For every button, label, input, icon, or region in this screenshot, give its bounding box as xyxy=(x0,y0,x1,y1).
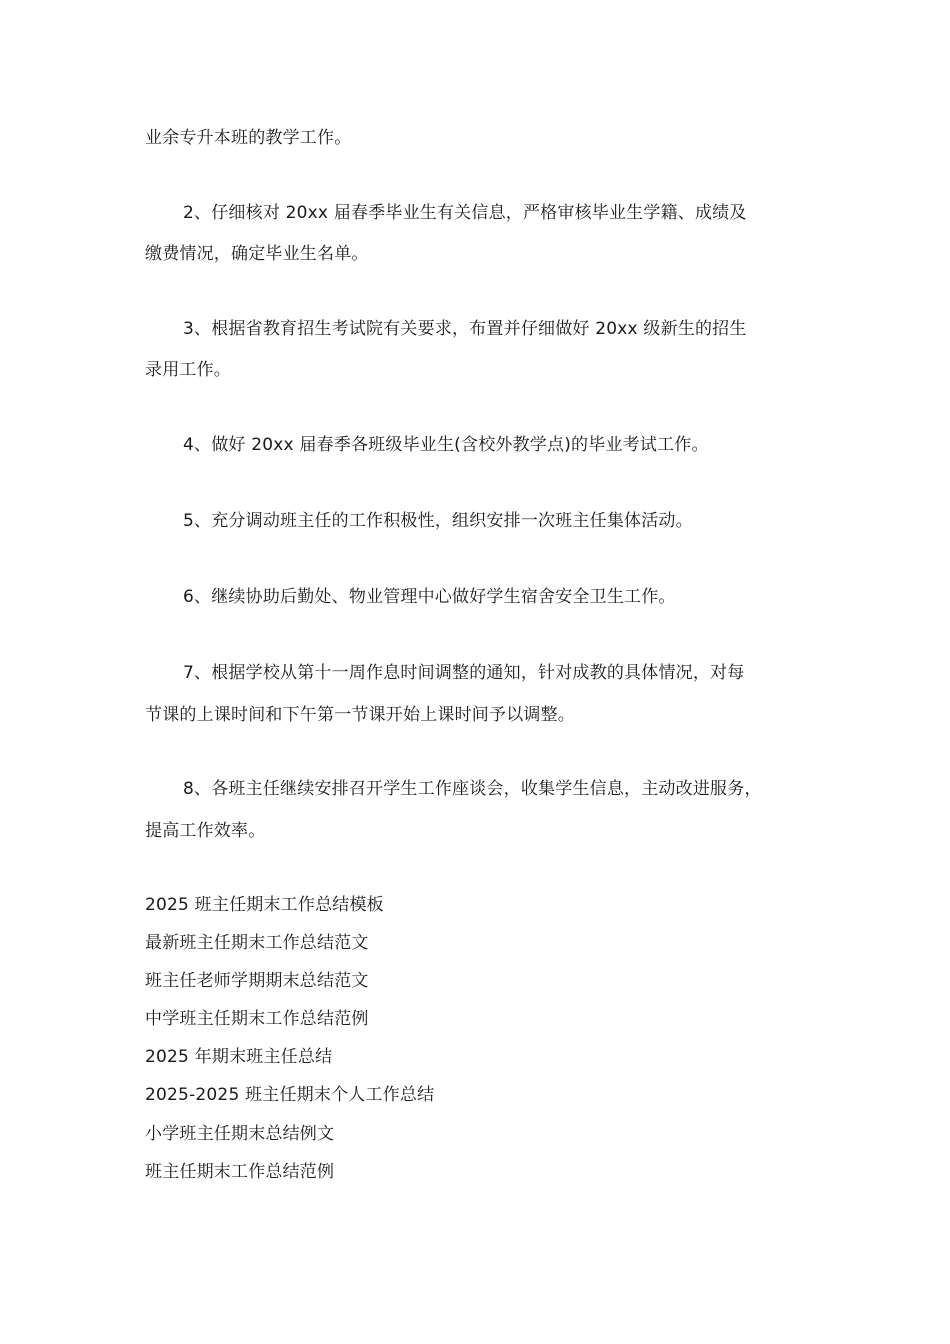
related-link[interactable]: 2025 年期末班主任总结 xyxy=(145,1047,333,1067)
related-link[interactable]: 2025 班主任期末工作总结模板 xyxy=(145,895,384,915)
item-3-line-2: 录用工作。 xyxy=(145,360,231,380)
item-6-line-1: 6、继续协助后勤处、物业管理中心做好学生宿舍安全卫生工作。 xyxy=(183,587,676,607)
related-link[interactable]: 班主任老师学期期末总结范文 xyxy=(145,971,369,991)
item-8-line-2: 提高工作效率。 xyxy=(145,821,266,841)
related-link[interactable]: 最新班主任期末工作总结范文 xyxy=(145,933,369,953)
related-link[interactable]: 中学班主任期末工作总结范例 xyxy=(145,1009,369,1029)
item-4-line-1: 4、做好 20xx 届春季各班级毕业生(含校外教学点)的毕业考试工作。 xyxy=(183,435,709,455)
item-2-line-2: 缴费情况，确定毕业生名单。 xyxy=(145,244,369,264)
paragraph-continuation: 业余专升本班的教学工作。 xyxy=(145,128,352,148)
item-8-line-1: 8、各班主任继续安排召开学生工作座谈会，收集学生信息，主动改进服务， xyxy=(183,779,762,799)
item-3-line-1: 3、根据省教育招生考试院有关要求，布置并仔细做好 20xx 级新生的招生 xyxy=(183,319,747,339)
related-link[interactable]: 2025-2025 班主任期末个人工作总结 xyxy=(145,1085,435,1105)
item-7-line-2: 节课的上课时间和下午第一节课开始上课时间予以调整。 xyxy=(145,705,575,725)
related-link[interactable]: 小学班主任期末总结例文 xyxy=(145,1124,335,1144)
item-7-line-1: 7、根据学校从第十一周作息时间调整的通知，针对成教的具体情况，对每 xyxy=(183,663,745,683)
related-link[interactable]: 班主任期末工作总结范例 xyxy=(145,1162,335,1182)
item-5-line-1: 5、充分调动班主任的工作积极性，组织安排一次班主任集体活动。 xyxy=(183,511,693,531)
item-2-line-1: 2、仔细核对 20xx 届春季毕业生有关信息，严格审核毕业生学籍、成绩及 xyxy=(183,203,747,223)
